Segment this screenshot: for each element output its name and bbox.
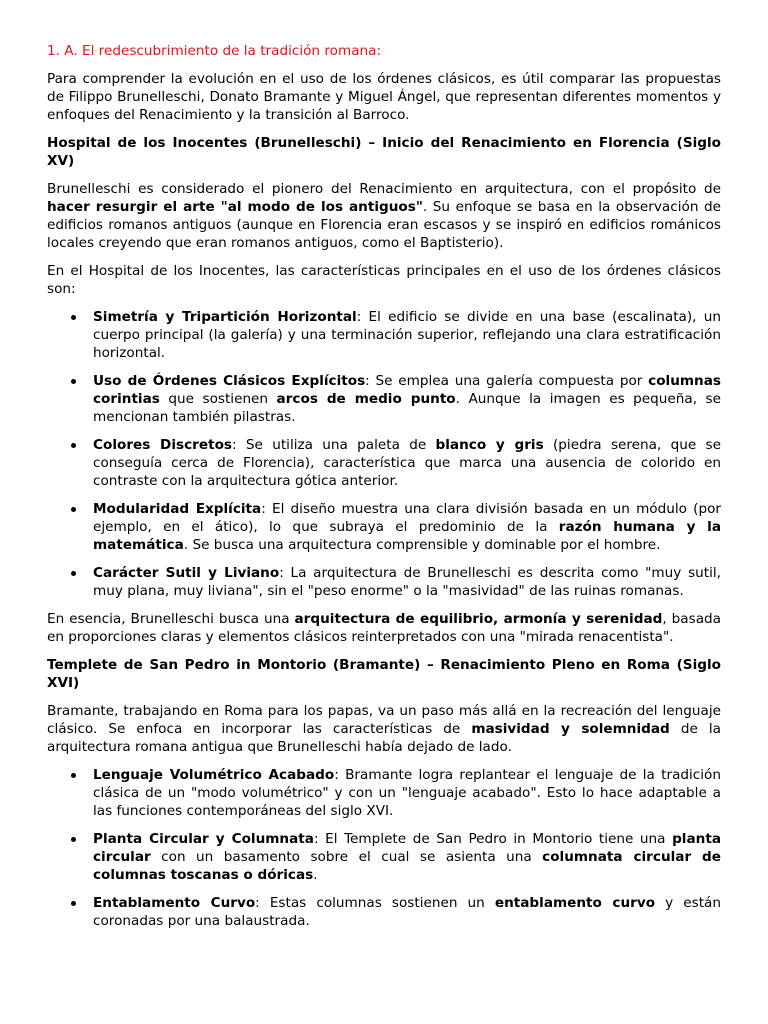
brunelleschi-paragraph-2: En el Hospital de los Inocentes, las características principales en el uso de los órdenes clásicos son: (47, 263, 721, 297)
list-item-colores: Colores Discretos: Se utiliza una paleta de blanco y gris (piedra serena, que se conseguía cerca de Florencia), característica que marca una ausencia de colorido en contraste con la arquitectura gótica anterior. (93, 437, 721, 489)
brunelleschi-conclusion: En esencia, Brunelleschi busca una arquitectura de equilibrio, armonía y serenidad, basada en proporciones claras y elementos clásicos reinterpretados con una "mirada renacentista". (47, 611, 721, 645)
brunelleschi-title: Hospital de los Inocentes (Brunelleschi) – Inicio del Renacimiento en Florencia (Siglo XV) (47, 135, 721, 169)
list-item-planta: Planta Circular y Columnata: El Templete de San Pedro in Montorio tiene una planta circular con un basamento sobre el cual se asienta una columnata circular de columnas toscanas o dóricas. (93, 831, 721, 883)
list-item-lenguaje: Lenguaje Volumétrico Acabado: Bramante logra replantear el lenguaje de la tradición clásica de un "modo volumétrico" y con un "lenguaje acabado". Esto lo hace adaptable a las funciones contemporáneas del siglo XVI. (93, 767, 721, 819)
section-heading: 1. A. El redescubrimiento de la tradición romana: (47, 43, 382, 59)
bramante-title: Templete de San Pedro in Montorio (Bramante) – Renacimiento Pleno en Roma (Siglo XVI) (47, 657, 721, 691)
document-page (47, 42, 721, 940)
list-item-entablamento: Entablamento Curvo: Estas columnas sostienen un entablamento curvo y están coronadas por una balaustrada. (93, 895, 721, 929)
list-item-ordenes: Uso de Órdenes Clásicos Explícitos: Se emplea una galería compuesta por columnas corintias que sostienen arcos de medio punto. Aunque la imagen es pequeña, se mencionan también pilastras. (93, 373, 721, 425)
list-item-modularidad: Modularidad Explícita: El diseño muestra una clara división basada en un módulo (por ejemplo, en el ático), lo que subraya el predominio de la razón humana y la matemática. Se busca una arquitectura comprensible y dominable por el hombre. (93, 501, 721, 553)
bramante-list (47, 766, 721, 930)
bramante-paragraph-1: Bramante, trabajando en Roma para los papas, va un paso más allá en la recreación del lenguaje clásico. Se enfoca en incorporar las características de masividad y solemnidad de la arquitectura romana antigua que Brunelleschi había dejado de lado. (47, 703, 721, 755)
brunelleschi-paragraph-1: Brunelleschi es considerado el pionero del Renacimiento en arquitectura, con el propósito de hacer resurgir el arte "al modo de los antiguos". Su enfoque se basa en la observación de edificios romanos antiguos (aunque en Florencia eran escasos y se inspiró en edificios románicos locales creyendo que eran romanos antiguos, como el Baptisterio). (47, 181, 721, 251)
list-item-simetria: Simetría y Tripartición Horizontal: El edificio se divide en una base (escalinata), un cuerpo principal (la galería) y una terminación superior, reflejando una clara estratificación horizontal. (93, 309, 721, 361)
list-item-caracter: Carácter Sutil y Liviano: La arquitectura de Brunelleschi es descrita como "muy sutil, muy plana, muy liviana", sin el "peso enorme" o la "masividad" de las ruinas romanas. (93, 565, 721, 599)
brunelleschi-list (47, 308, 721, 600)
intro-paragraph: Para comprender la evolución en el uso de los órdenes clásicos, es útil comparar las propuestas de Filippo Brunelleschi, Donato Bramante y Miguel Ángel, que representan diferentes momentos y enfoques del Renacimiento y la transición al Barroco. (47, 71, 721, 123)
